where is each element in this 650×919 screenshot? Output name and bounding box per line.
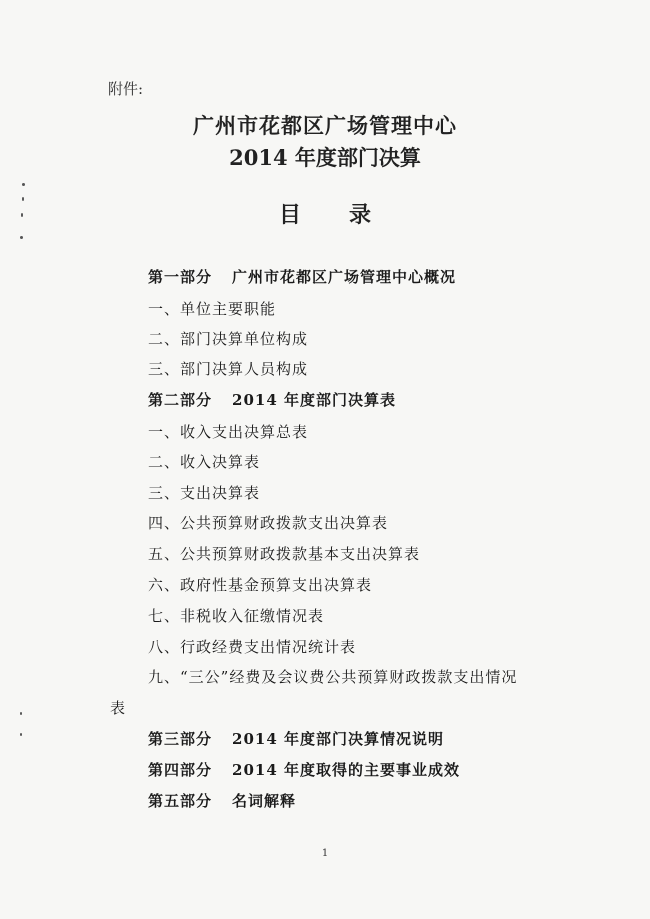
toc-heading-char-1: 目	[278, 202, 301, 228]
document-subtitle: 2014 年度部门决算	[229, 145, 421, 170]
toc-part-title: 2014 年度部门决算情况说明	[232, 730, 444, 748]
scan-speck	[21, 213, 23, 217]
toc-item: 七、非税收入征缴情况表	[148, 607, 325, 625]
scan-speck	[20, 236, 23, 239]
toc-part-label: 第二部分	[148, 391, 213, 409]
scan-speck	[22, 197, 24, 201]
toc-item: 五、公共预算财政拨款基本支出决算表	[148, 545, 421, 563]
toc-part-title: 2014 年度取得的主要事业成效	[232, 761, 460, 779]
scan-speck	[22, 183, 25, 186]
toc-item: 三、支出决算表	[148, 484, 261, 502]
toc-heading-char-2: 录	[349, 202, 372, 228]
toc-item: 二、收入决算表	[148, 453, 261, 471]
attachment-label: 附件:	[108, 80, 144, 98]
toc-item: 六、政府性基金预算支出决算表	[148, 576, 373, 594]
toc-part-title: 名词解释	[232, 792, 297, 810]
toc-part-label: 第五部分	[148, 792, 213, 810]
toc-item: 一、单位主要职能	[148, 300, 277, 318]
toc-part-label: 第三部分	[148, 730, 213, 748]
toc-part-label: 第一部分	[148, 268, 213, 286]
page-number: 1	[321, 848, 329, 859]
toc-part-3	[148, 728, 444, 749]
toc-item: 八、行政经费支出情况统计表	[148, 638, 357, 656]
toc-part-title: 2014 年度部门决算表	[232, 391, 396, 409]
toc-item: 三、部门决算人员构成	[148, 360, 309, 378]
toc-item: 一、收入支出决算总表	[148, 423, 309, 441]
toc-part-2	[148, 389, 396, 410]
toc-item: 九、“三公”经费及会议费公共预算财政拨款支出情况	[148, 668, 518, 686]
scan-speck	[20, 733, 22, 736]
toc-part-1	[148, 266, 456, 287]
toc-item: 四、公共预算财政拨款支出决算表	[148, 514, 389, 532]
toc-item: 二、部门决算单位构成	[148, 330, 309, 348]
toc-part-label: 第四部分	[148, 761, 213, 779]
toc-item-continuation: 表	[110, 699, 126, 717]
scan-speck	[20, 712, 22, 715]
document-title: 广州市花都区广场管理中心	[193, 113, 457, 138]
toc-part-4	[148, 759, 460, 780]
toc-part-5	[148, 790, 296, 811]
toc-heading	[0, 198, 650, 229]
toc-part-title: 广州市花都区广场管理中心概况	[232, 268, 457, 286]
